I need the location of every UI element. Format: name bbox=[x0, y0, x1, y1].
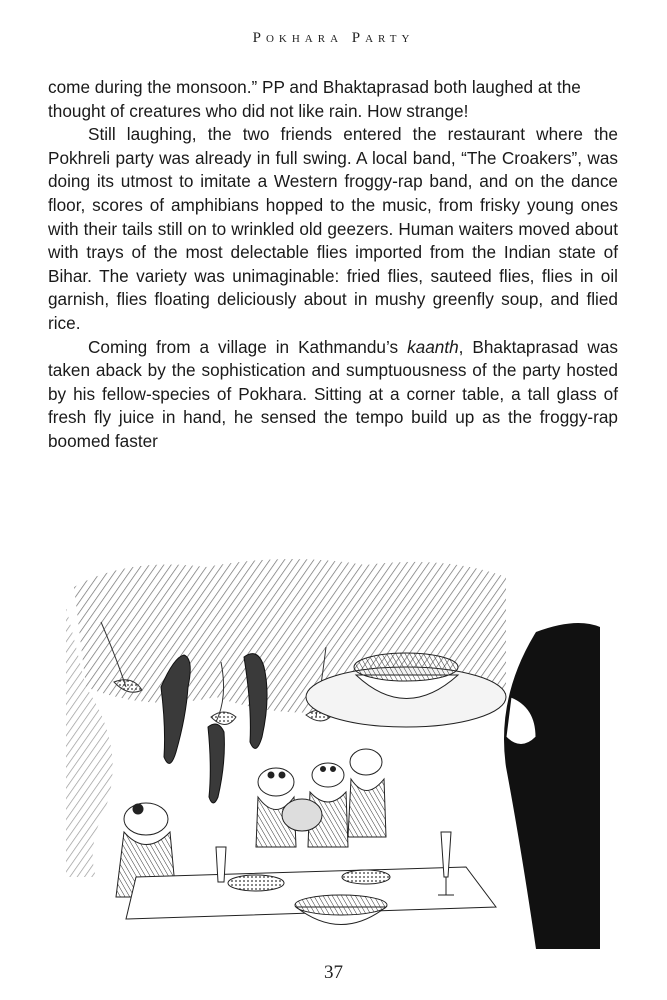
band-frogs bbox=[256, 749, 386, 847]
page-number: 37 bbox=[324, 962, 343, 983]
kaanth-italic: kaanth bbox=[407, 336, 459, 357]
waiter-arm bbox=[504, 623, 600, 949]
paragraph-2: Still laughing, the two friends entered the restaurant where the Pokhreli party was already in full swing. A local band, “The Croakers”, was doing its utmost to imitate a Western froggy-rap band, and on the dance floor, scores of amphibians hopped to the music, from frisky young ones with their tails still on to wrinkled old geezers. Human waiters moved about with trays of the most delectable flies imported from the Indian state of Bihar. The variety was unimaginable: fried flies, sauteed flies, flies in oil garnish, flies floating deliciously about in mushy greenfly soup, and flied rice. bbox=[48, 124, 618, 333]
paragraph-1: come during the monsoon.” PP and Bhaktaprasad both laughed at the thought of creatures who did not like rain. How strange! bbox=[48, 77, 581, 121]
paragraph-3-start: Coming from a village in Kathmandu’s bbox=[88, 336, 408, 357]
running-head: Pokhara Party bbox=[252, 30, 415, 46]
party-illustration bbox=[66, 547, 600, 949]
paragraph-3-end: , Bhaktaprasad was taken aback by the sophistication and sumptuousness of the party hosted by his fellow-species of Pokhara. Sitting at a corner table, a tall glass of fresh fly juice in hand, he sensed the tempo build up as the froggy-rap boomed faster bbox=[48, 336, 618, 451]
paragraph-3 bbox=[48, 336, 618, 454]
body-text bbox=[48, 76, 618, 454]
